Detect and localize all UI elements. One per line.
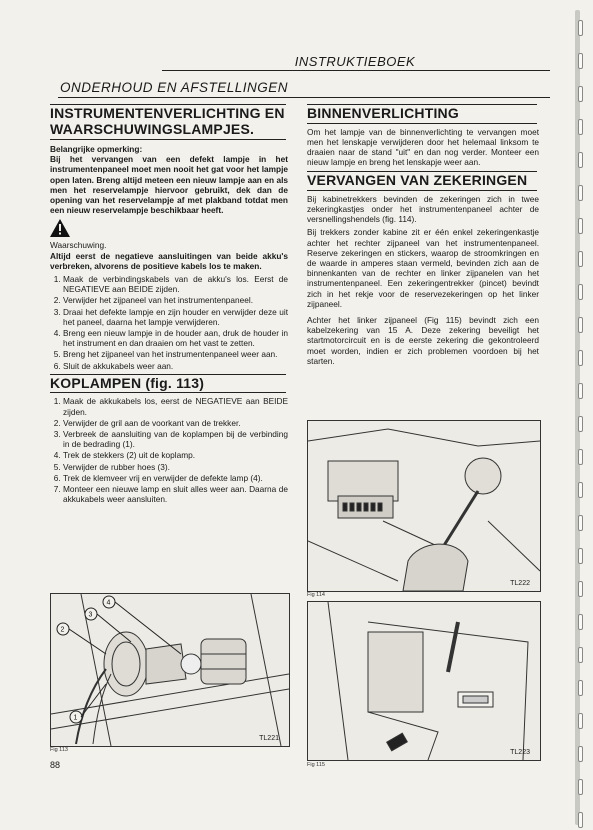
figure-114-fuse-boxes — [307, 420, 541, 592]
book-title: INSTRUKTIEBOEK — [294, 54, 416, 69]
list-item: 1. Maak de akkukabels los, eerst de NEGATIEVE aan BEIDE zijden. — [63, 396, 288, 416]
binder-hole — [578, 449, 583, 465]
list-item: 5. Breng het zijpaneel van het instrumentenpaneel weer aan. — [63, 349, 288, 359]
list-item: 5. Verwijder de rubber hoes (3). — [63, 462, 288, 472]
fuses-text-3: Achter het linker zijpaneel (Fig 115) bevindt zich een kabelzekering van 15 A. Deze zekering beveiligt het startmotorcircuit en is de eerste zekering die gekontroleerd moet worden, indien er zich problemen voordoen bij het starten. — [307, 315, 539, 366]
binder-hole — [578, 581, 583, 597]
list-item: 6. Trek de klemveer vrij en verwijder de defekte lamp (4). — [63, 473, 288, 483]
binder-hole — [578, 284, 583, 300]
callout-3: 3 — [88, 611, 93, 619]
list-item: 3. Draai het defekte lampje en zijn houder en verwijder deze uit het paneel, daarna het lampje verwijderen. — [63, 307, 288, 327]
page-number: 88 — [50, 760, 61, 770]
binder-hole — [578, 152, 583, 168]
list-item: 4. Trek de stekkers (2) uit de koplamp. — [63, 450, 288, 460]
callout-2: 2 — [60, 626, 65, 634]
cable-fuse-illustration — [308, 602, 540, 760]
warning-label: Waarschuwing. — [50, 240, 107, 251]
interior-lighting-title: BINNENVERLICHTING — [307, 105, 459, 121]
figure-code: TL221 — [259, 735, 279, 742]
section-rule — [58, 97, 550, 98]
binder-hole — [578, 746, 583, 762]
list-item: 1. Maak de verbindingskabels van de akku's los. Eerst de NEGATIEVE aan BEIDE zijden. — [63, 274, 288, 294]
binder-hole — [578, 680, 583, 696]
binder-hole — [578, 218, 583, 234]
list-item: 6. Sluit de akkukabels weer aan. — [63, 361, 288, 371]
binder-hole — [578, 383, 583, 399]
figure-caption: Fig 114 — [307, 592, 325, 598]
headlamp-illustration — [51, 594, 289, 746]
right-column — [307, 104, 539, 369]
binder-hole — [578, 20, 583, 36]
list-item: 2. Verwijder het zijpaneel van het instrumentenpaneel. — [63, 295, 288, 305]
fuse-box-illustration — [308, 421, 540, 591]
note-label: Belangrijke opmerking: — [50, 144, 143, 154]
header-rule — [162, 70, 550, 71]
callout-4: 4 — [106, 599, 111, 607]
binder-hole — [578, 713, 583, 729]
figure-113-headlamp — [50, 593, 290, 747]
binder-hole — [578, 251, 583, 267]
list-item: 4. Breng een nieuw lampje in de houder aan, druk de houder in het instrument en dan draaien om het vast te zetten. — [63, 328, 288, 348]
binder-hole — [578, 416, 583, 432]
list-item: 7. Monteer een nieuwe lamp en sluit alles weer aan. Daarna de akkukabels weer aansluiten. — [63, 484, 288, 504]
binder-hole — [578, 185, 583, 201]
binder-hole — [578, 614, 583, 630]
left-column — [50, 104, 288, 505]
figure-code: TL223 — [510, 749, 530, 756]
section-title: ONDERHOUD EN AFSTELLINGEN — [60, 80, 289, 95]
list-item: 2. Verwijder de gril aan de voorkant van de trekker. — [63, 418, 288, 428]
lighting-steps-list — [50, 274, 288, 371]
figure-caption: Fig 113 — [50, 747, 68, 753]
headlamps-title: KOPLAMPEN (fig. 113) — [50, 374, 205, 391]
binder-hole — [578, 119, 583, 135]
headlamp-steps-list — [50, 396, 288, 504]
binder-hole — [578, 317, 583, 333]
figure-code: TL222 — [510, 580, 530, 587]
binder-hole — [578, 53, 583, 69]
binder-hole — [578, 350, 583, 366]
warning-triangle-icon — [50, 219, 70, 237]
list-item: 3. Verbreek de aansluiting van de koplampen bij de verbinding in de bedrading (1). — [63, 429, 288, 449]
figure-caption: Fig 115 — [307, 762, 325, 768]
binder-hole — [578, 86, 583, 102]
fuses-title: VERVANGEN VAN ZEKERINGEN — [307, 172, 528, 189]
fuses-text-2: Bij trekkers zonder kabine zit er één enkel zekeringenkastje achter het rechter zijpaneel van het instrumentenpaneel. Reserve zekeringen en stickers, waarop de stroomkringen en de waarde in amperes staan vermeld, bevinden zich aan de binnenkanten van de rechter en linker zijpanelen van het instrumentenpaneel. Een zekeringentrekker (pincet) bevindt zich in het rekje voor de reservezekeringen op het linker zijpaneel. — [307, 227, 539, 309]
binder-hole — [578, 482, 583, 498]
callout-1: 1 — [73, 714, 78, 722]
figure-115-cable-fuse — [307, 601, 541, 761]
warning-text: Altijd eerst de negatieve aansluitingen van beide akku's verbreken, alvorens de positieve kabels los te maken. — [50, 250, 288, 271]
interior-lighting-text: Om het lampje van de binnenverlichting te vervangen moet men het lenskapje verwijderen door het helemaal linksom te draaien naar de stand "uit" en dan nog verder. Monteer een nieuw lampje en breng het lenskapje weer aan. — [307, 126, 539, 168]
binder-hole — [578, 515, 583, 531]
note-text: Bij het vervangen van een defekt lampje in het instrumentenpaneel moet men nooit het gat voor het lampje open laten. Breng altijd meteen een nieuw lampje aan en als men het reservelampje hiervoor gebruikt, dek dan de opening van het reservelampje af met plakband totdat men een nieuw reservelampje beschikbaar heeft. — [50, 154, 288, 216]
instrument-lighting-title: INSTRUMENTENVERLICHTING EN WAARSCHUWINGSLAMPJES. — [50, 105, 285, 137]
binder-hole — [578, 812, 583, 828]
binder-hole — [578, 647, 583, 663]
binder-hole — [578, 548, 583, 564]
fuses-text-1: Bij kabinetrekkers bevinden de zekeringen zich in twee zekeringkastjes onder het instrumentenpaneel achter de versnellingshendels (fig. 114). — [307, 193, 539, 225]
binder-hole — [578, 779, 583, 795]
